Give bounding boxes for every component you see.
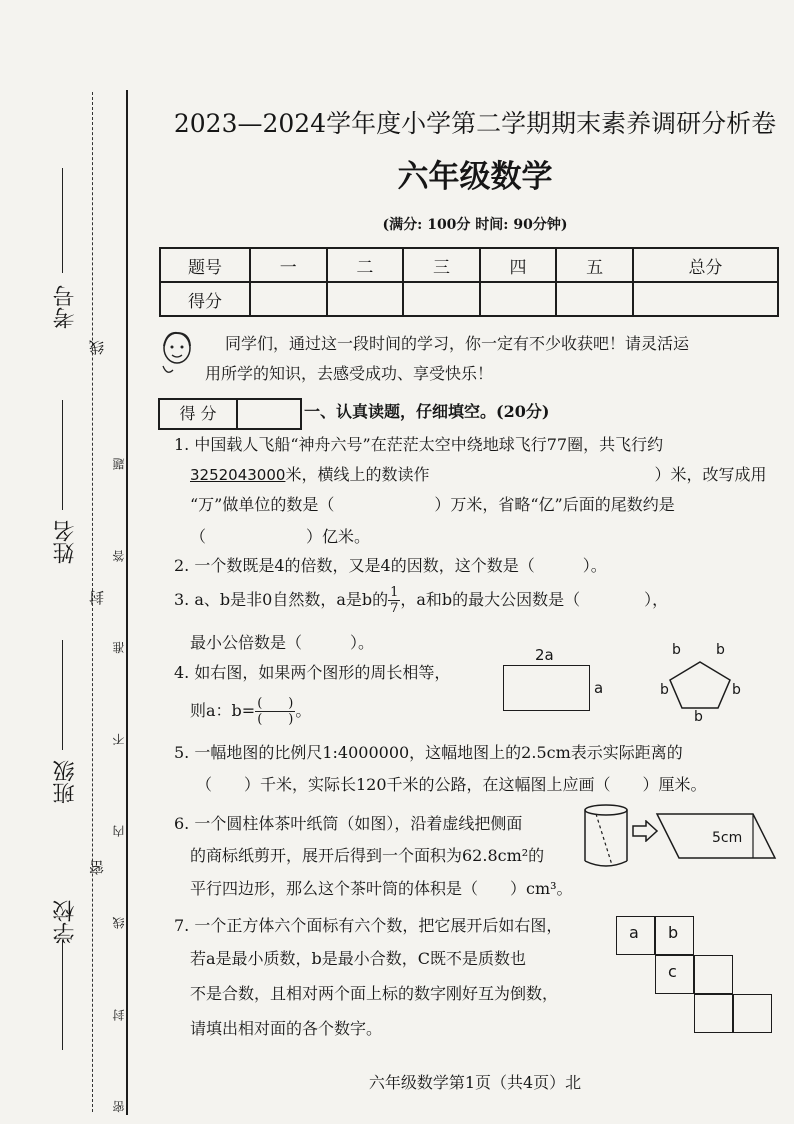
section1-title: 一、认真读题，仔细填空。(20分) [304,402,550,421]
q1-yi-suffix: ）亿米。 [306,527,371,546]
sidebar-kaohao-label: 考号 [53,285,78,329]
sidebar-banji-label: 班级 [53,760,78,804]
q6-cylinder-figure [582,803,630,869]
q4-frac-num: ( ) [257,696,294,711]
q6-line-1: 6. 一个圆柱体茶叶纸筒（如图），沿着虚线把侧面 [174,814,523,833]
score-table [159,247,779,317]
score-cell-1[interactable] [250,282,327,316]
q4-pent-label-right: b [732,682,741,698]
q4-ratio-label: 则a：b= [190,701,256,720]
score-col-4: 四 [480,248,557,282]
sidebar-mi-mark: 密 [88,860,106,875]
q3-line-2: 最小公倍数是（ ）。 [190,633,375,652]
net-cell-middle-right[interactable] [694,955,733,994]
xingming-blank-line [62,400,63,510]
banji-blank-line [62,640,63,750]
net-cell-bottom-left[interactable] [694,994,733,1033]
net-cell-c[interactable]: c [655,955,694,994]
score-cell-total[interactable] [633,282,778,316]
score-table-header-row [160,248,778,282]
q2-text: 2. 一个数既是4的倍数，又是4的因数，这个数是（ ）。 [174,556,607,575]
kaohao-blank-line [62,168,63,273]
score-col-label: 题号 [160,248,250,282]
net-cell-b[interactable]: b [655,916,694,955]
q5-line-2: （ ）千米，实际长120千米的公路，在这幅图上应画（ ）厘米。 [196,775,707,794]
q4-line-2 [190,696,311,727]
sidebar-xingming-label: 姓名 [53,520,78,564]
greeting-line-1: 同学们，通过这一段时间的学习，你一定有不少收获吧！请灵活运 [225,334,690,353]
q4-pentagon-figure [668,660,732,710]
q1-line-4 [190,524,370,547]
q4-pent-label-left: b [660,682,669,698]
exam-subtitle: 六年级数学 [397,159,553,195]
q1-line-2 [190,462,766,485]
q1-read-as: 米，横线上的数读作 [285,465,430,484]
score-col-5: 五 [556,248,633,282]
q7-line-2: 若a是最小质数，b是最小合数，C既不是质数也 [190,949,527,968]
q1-wan-label: “万”做单位的数是（ [190,495,335,514]
q1-number: 3252043000 [190,466,286,484]
sidebar-xian-mark: 线 [88,340,106,355]
q1-line-1: 1. 中国载人飞船“神舟六号”在茫茫太空中绕地球飞行77圈，共飞行约 [174,435,664,454]
q6-height-label: 5cm [712,830,743,846]
q3-text-b: ，a和b的最大公因数是（ ）， [400,590,669,609]
score-cell-4[interactable] [480,282,557,316]
net-cell-bottom-right[interactable] [733,994,772,1033]
score-col-3: 三 [403,248,480,282]
sidebar-xuexiao-label: 学校 [53,900,78,944]
q7-line-1: 7. 一个正方体六个面标有六个数，把它展开后如右图， [174,916,563,935]
xuexiao-blank-line [62,940,63,1050]
q4-pent-label-top-left: b [672,642,681,658]
q4-fraction-blank[interactable] [255,696,295,727]
section1-score-box [158,398,302,430]
q6-line-2: 的商标纸剪开，展开后得到一个面积为62.8cm²的 [190,846,545,865]
q1-yi-label: ）万米，省略“亿”后面的尾数约是 [434,495,675,514]
exam-title: 2023—2024学年度小学第二学期期末素养调研分析卷 [173,109,777,138]
q7-line-4: 请填出相对面的各个数字。 [190,1019,383,1038]
score-row-label: 得分 [160,282,250,316]
score-cell-5[interactable] [556,282,633,316]
score-col-1: 一 [250,248,327,282]
score-cell-3[interactable] [403,282,480,316]
q4-line-1: 4. 如右图，如果两个图形的周长相等， [174,663,451,682]
score-cell-2[interactable] [327,282,404,316]
q4-rect-side-label: a [594,679,604,697]
q1-line-3 [190,492,675,515]
q3-line-1 [174,585,668,616]
q1-paren-open: （ [190,527,207,546]
page-footer: 六年级数学第1页（共4页）北 [368,1073,582,1092]
net-cell-a[interactable]: a [616,916,655,955]
greeting-line-2: 用所学的知识，去感受成功、享受快乐！ [205,364,494,383]
score-col-total: 总分 [633,248,778,282]
exam-meta: (满分: 100分 时间: 90分钟) [382,217,568,233]
q4-pent-label-bottom: b [694,709,703,725]
q7-line-3: 不是合数，且相对两个面上标的数字刚好互为倒数， [190,984,559,1003]
q1-rewrite-wan: ）米，改写成用 [654,465,767,484]
score-table-score-row [160,282,778,316]
student-avatar-icon [157,328,197,378]
q3-frac-num: 1 [390,585,399,600]
sidebar-feng-mark: 封 [88,590,106,605]
q4-rectangle-figure [503,665,590,711]
sidebar-warning-text: 密 封 线 内 不 准 答 题 [112,420,126,1113]
section1-score-label: 得 分 [160,400,238,428]
q5-line-1: 5. 一幅地图的比例尺1:4000000，这幅地图上的2.5cm表示实际距离的 [174,743,683,762]
q4-pent-label-top-right: b [716,642,725,658]
q6-line-3: 平行四边形，那么这个茶叶筒的体积是（ ）cm³。 [190,879,573,898]
q3-fraction [388,585,400,616]
q4-ratio-end: 。 [295,701,312,720]
q3-frac-den: 7 [390,601,399,616]
q4-frac-den: ( ) [257,712,294,727]
q4-rect-top-label: 2a [535,646,554,664]
score-col-2: 二 [327,248,404,282]
q3-text-a: 3. a、b是非0自然数，a是b的 [174,590,389,609]
